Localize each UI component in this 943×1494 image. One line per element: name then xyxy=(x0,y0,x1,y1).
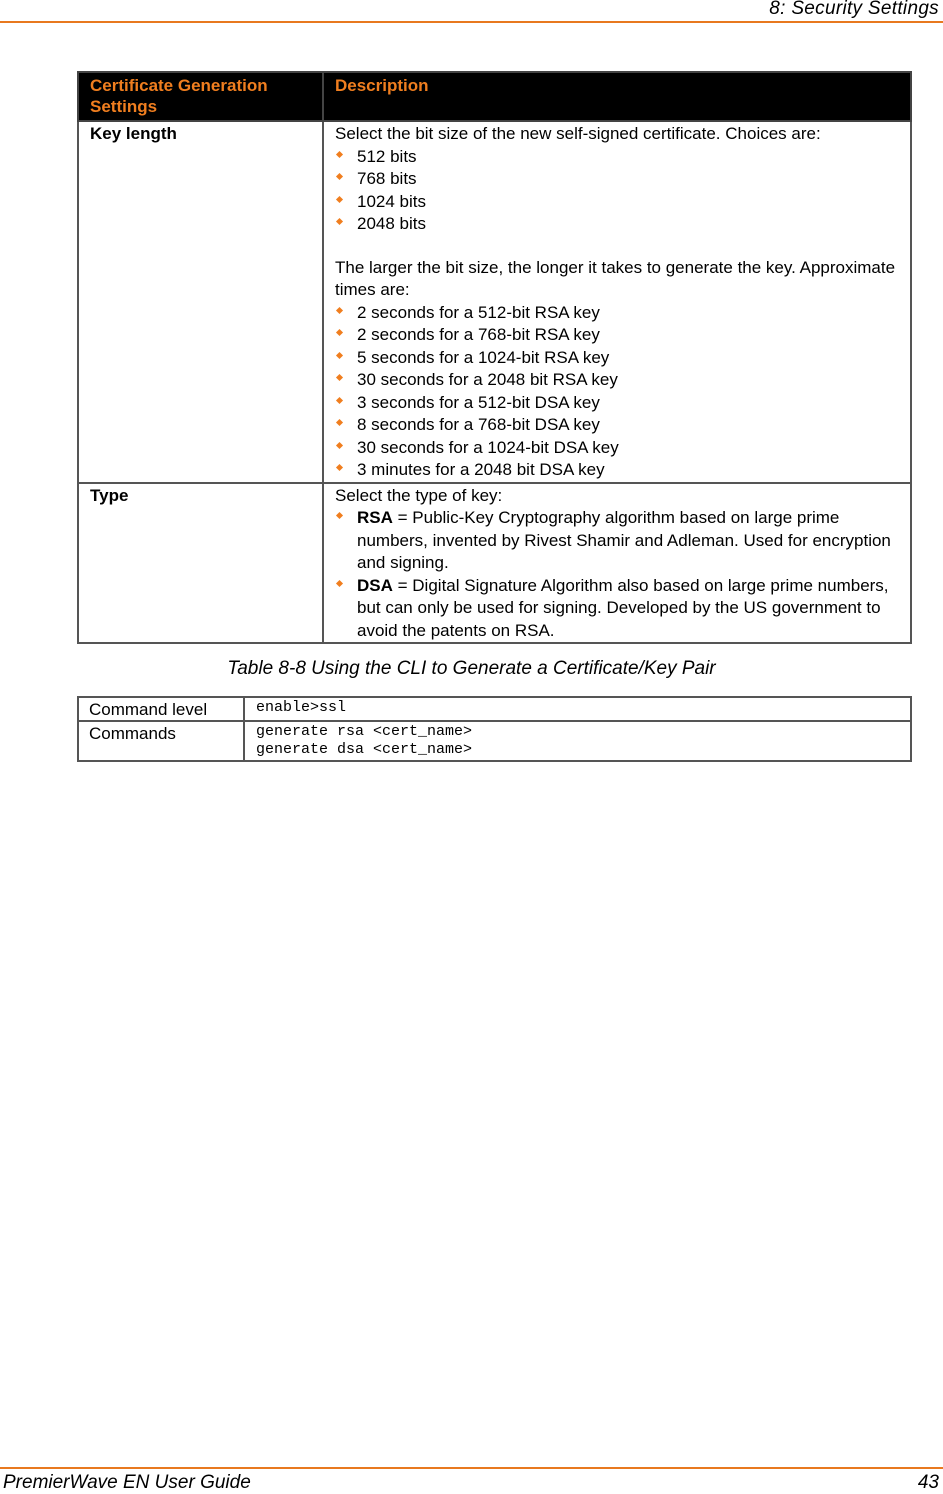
setting-description-key-length xyxy=(323,121,911,483)
table-header-row xyxy=(78,72,911,121)
diamond-bullet-icon xyxy=(336,173,343,180)
diamond-bullet-icon xyxy=(336,419,343,426)
command-line: generate rsa <cert_name> xyxy=(256,723,473,740)
certificate-settings-table xyxy=(77,71,912,644)
diamond-bullet-icon xyxy=(336,374,343,381)
list-item: 2 seconds for a 768-bit RSA key xyxy=(335,324,900,347)
list-item: 3 seconds for a 512-bit DSA key xyxy=(335,392,900,415)
column-header-description: Description xyxy=(323,72,911,121)
key-length-note: The larger the bit size, the longer it takes to generate the key. Approximate times are: xyxy=(335,257,896,299)
list-item: 512 bits xyxy=(335,146,900,169)
bit-size-list xyxy=(335,146,900,236)
diamond-bullet-icon xyxy=(336,306,343,313)
key-type-list xyxy=(335,507,900,642)
table-caption: Table 8-8 Using the CLI to Generate a Certificate/Key Pair xyxy=(227,658,716,679)
setting-name-type: Type xyxy=(78,483,323,644)
list-item: 1024 bits xyxy=(335,191,900,214)
list-item-dsa xyxy=(335,575,900,643)
list-item: 30 seconds for a 1024-bit DSA key xyxy=(335,437,900,460)
diamond-bullet-icon xyxy=(336,464,343,471)
dsa-term: DSA xyxy=(357,575,393,595)
rsa-term: RSA xyxy=(357,508,393,527)
list-item-rsa xyxy=(335,507,900,575)
diamond-bullet-icon xyxy=(336,195,343,202)
cli-command-table xyxy=(77,696,912,762)
diamond-bullet-icon xyxy=(336,218,343,225)
commands-value xyxy=(244,721,911,761)
diamond-bullet-icon xyxy=(336,579,343,586)
setting-description-type xyxy=(323,483,911,644)
generation-times-list xyxy=(335,302,900,482)
setting-name-key-length: Key length xyxy=(78,121,323,483)
list-item: 3 minutes for a 2048 bit DSA key xyxy=(335,459,900,482)
commands-label: Commands xyxy=(78,721,244,761)
table-row-commands xyxy=(78,721,911,761)
list-item: 30 seconds for a 2048 bit RSA key xyxy=(335,369,900,392)
rsa-description: = Public-Key Cryptography algorithm based on large prime numbers, invented by Rivest Shamir and Adleman. Used for encryption and signing. xyxy=(357,508,891,572)
diamond-bullet-icon xyxy=(336,396,343,403)
page-header xyxy=(0,0,943,23)
table-row-type xyxy=(78,483,911,644)
command-line: generate dsa <cert_name> xyxy=(256,741,473,758)
list-item: 8 seconds for a 768-bit DSA key xyxy=(335,414,900,437)
list-item: 2048 bits xyxy=(335,213,900,236)
page-number: 43 xyxy=(917,1472,939,1493)
spacer xyxy=(335,236,900,257)
section-title: 8: Security Settings xyxy=(769,0,939,19)
diamond-bullet-icon xyxy=(336,351,343,358)
table-row-command-level xyxy=(78,697,911,721)
list-item: 768 bits xyxy=(335,168,900,191)
type-intro: Select the type of key: xyxy=(335,485,503,505)
diamond-bullet-icon xyxy=(336,512,343,519)
command-level-label: Command level xyxy=(78,697,244,721)
table-row-key-length xyxy=(78,121,911,483)
list-item: 2 seconds for a 512-bit RSA key xyxy=(335,302,900,325)
guide-title: PremierWave EN User Guide xyxy=(3,1472,251,1493)
page-footer xyxy=(0,1467,943,1493)
key-length-intro: Select the bit size of the new self-signed certificate. Choices are: xyxy=(335,124,821,143)
diamond-bullet-icon xyxy=(336,329,343,336)
dsa-description: = Digital Signature Algorithm also based on large prime numbers, but can only be used for signing. Developed by the US government to avoid the patents on RSA. xyxy=(357,575,889,640)
command-level-value: enable>ssl xyxy=(244,697,911,721)
diamond-bullet-icon xyxy=(336,441,343,448)
diamond-bullet-icon xyxy=(336,150,343,157)
column-header-settings: Certificate Generation Settings xyxy=(78,72,323,121)
list-item: 5 seconds for a 1024-bit RSA key xyxy=(335,347,900,370)
